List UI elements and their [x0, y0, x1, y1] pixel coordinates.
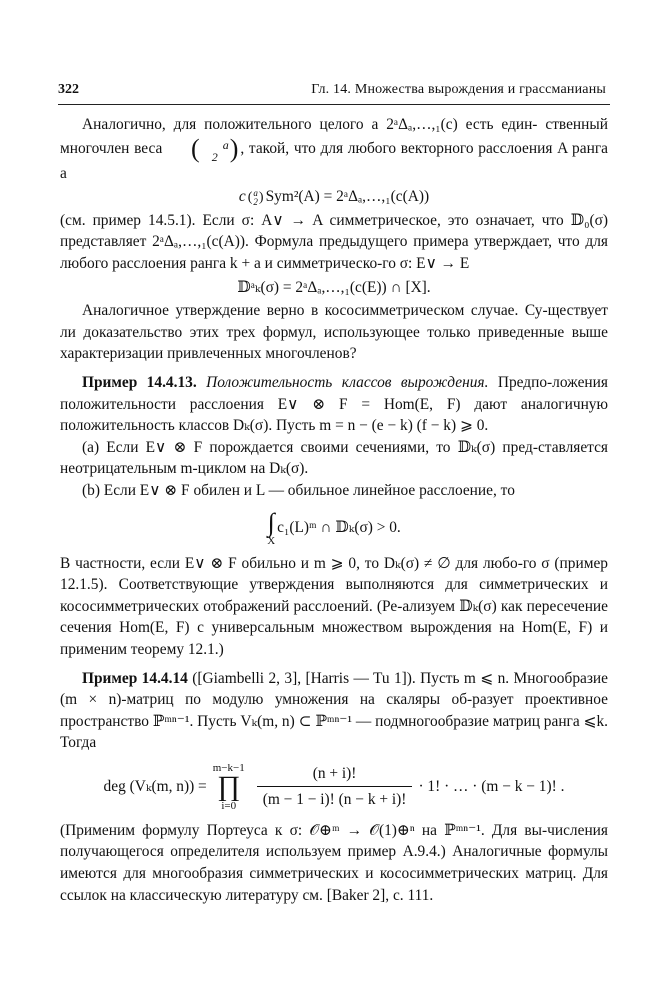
paragraph-intro: Аналогично, для положительного целого a 2ᵃΔₐ,…,₁(c) есть един- ственный многочлен веса ( a 2 ) , такой, что для любого векторного расслоения A ранга a [60, 116, 608, 182]
fraction: $\frac{(n + i)!}{(m - 1 - i)! (n - k + i)!}$ [257, 763, 413, 811]
paragraph-symmetric: (см. пример 14.5.1). Если σ: A∨ → A симметрическое, это означает, что 𝔻₀(σ) представляет 2ᵃΔₐ,…,₁(c(A)). Формула предыдущего примера утверждает, что для любого расслоения ранга k + a и симметрическо-го σ: E∨ → E [60, 211, 608, 272]
equation-degeneracy-class: 𝔻ᵃₖ(σ) = 2ᵃΔₐ,…,₁(c(E)) ∩ [X]. [237, 278, 431, 296]
page-header [58, 82, 610, 105]
example-14-4-14: Пример 14.4.14 ([Giambelli 2, 3], [Harris — Tu 1]). Пусть m ⩽ n. Многообразие (m × n)-матриц по модулю умножения на скаляры об-разует проективное пространство ℙᵐⁿ⁻¹. Пусть Vₖ(m, n) ⊂ ℙᵐⁿ⁻¹ — подмногообразие матриц ранга ⩽k. Тогда [60, 669, 608, 752]
item-a: (a) Если E∨ ⊗ F порождается своими сечениями, то 𝔻ₖ(σ) пред-ставляется неотрицательным m-циклом на Dₖ(σ). [60, 438, 608, 478]
binomial-subscript: (a 2) [247, 187, 264, 207]
paragraph-question: Аналогичное утверждение верно в кососимметрическом случае. Су-ществует ли доказательство этих трех формул, использующее только приведенные выше характеризации привлеченных многочленов? [60, 302, 608, 363]
equation-sym2: c (a 2) Sym²(A) = 2ᵃΔₐ,…,₁(c(A)) [238, 187, 430, 207]
binomial-a-2: ( a 2 ) [191, 133, 239, 164]
page-body [60, 114, 608, 906]
equation-integral: ∫ X c₁(L)ᵐ ∩ 𝔻ₖ(σ) > 0. [267, 507, 401, 547]
paragraph-consequences: В частности, если E∨ ⊗ F обильно и m ⩾ 0, то Dₖ(σ) ≠ ∅ для любо-го σ (пример 12.1.5). Соответствующие утверждения выполняются для симметрических и кососимметрических отображений расслоений. (Ре-ализуем 𝔻ₖ(σ) как пересечение сечения Hom(E, F) с универсальным множеством вырождения на Hom(E, F) и применим теорему 12.1.) [60, 554, 608, 658]
example-14-4-13: Пример 14.4.13. Положительность классов вырождения. Предпо-ложения положительности расслоения E∨ ⊗ F = Hom(E, F) дают аналогичную положительность классов Dₖ(σ). Пусть m = n − (e − k) (f − k) ⩾ 0. [60, 373, 608, 435]
paragraph-porteous: (Применим формулу Портеуса к σ: 𝒪⊕ᵐ → 𝒪(1)⊕ⁿ на ℙᵐⁿ⁻¹. Для вы-числения получающегося определителя используем пример A.9.4.) Аналогичные формулы имеются для многообразия симметрических и кососимметрических матриц. Для ссылок на классическую литературу см. [Baker 2], с. 111. [60, 821, 608, 904]
example-title: Положительность классов вырождения. [206, 373, 489, 391]
example-label: Пример 14.4.13. [82, 373, 197, 391]
running-title: Гл. 14. Множества вырождения и грассманианы [311, 82, 606, 97]
item-b: (b) Если E∨ ⊗ F обилен и L — обильное линейное расслоение, то [82, 481, 515, 499]
example-label: Пример 14.4.14 [82, 669, 188, 687]
product-sign: m−k−1 ∏ i=0 [212, 761, 245, 812]
equation-degree: deg (Vₖ(m, n)) = m−k−1 ∏ i=0 $\frac{(n + i)!}{(m - 1 - i)! (n - k + i)!}$ · 1! · … · (m − k − 1)! . [103, 761, 565, 812]
page-number: 322 [58, 82, 79, 97]
integral-sign: ∫ X [267, 507, 276, 547]
